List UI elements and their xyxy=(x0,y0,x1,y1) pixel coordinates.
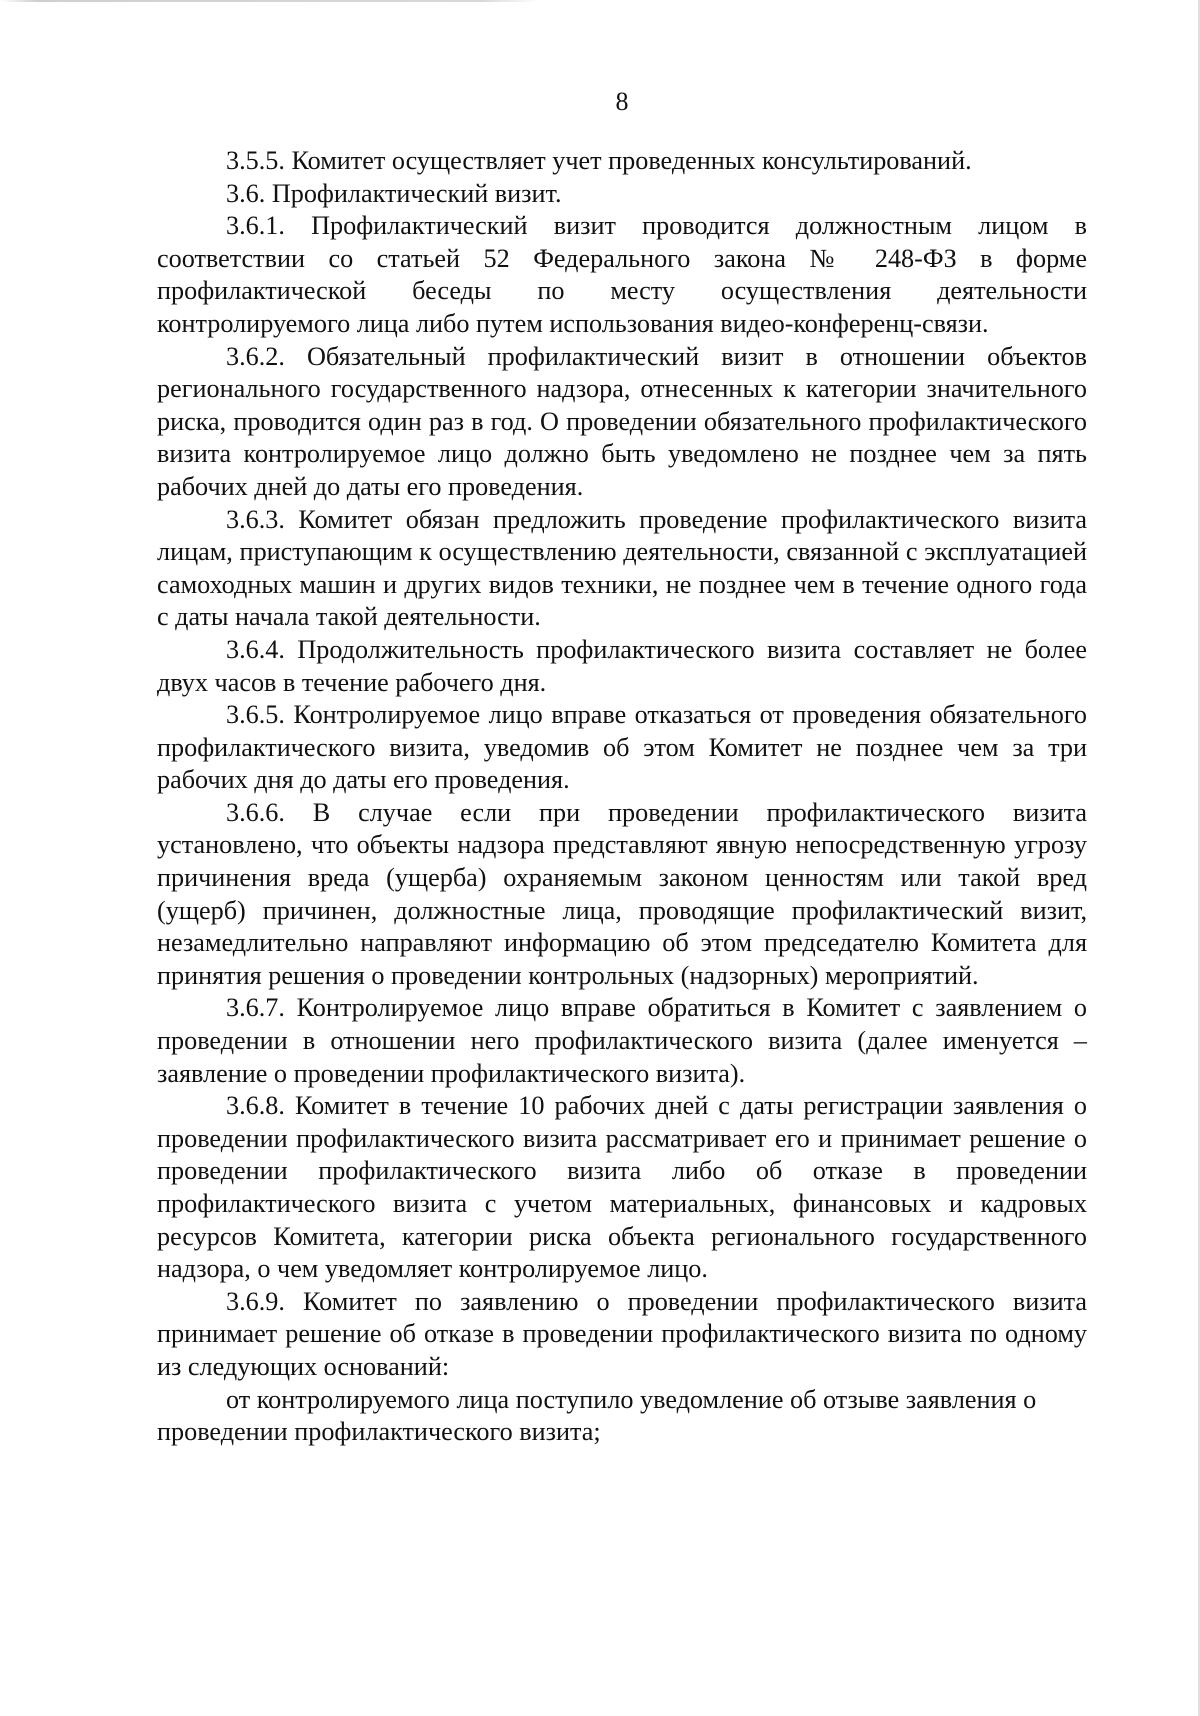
paragraph-3-6-9: 3.6.9. Комитет по заявлению о проведении профилактического визита принимает решение об отказе в проведении профилактического визита по одному из следующих оснований: xyxy=(157,1286,1087,1381)
list-item-withdrawal: от контролируемого лица поступило уведомление об отзыве заявления о проведении профилактического визита; xyxy=(157,1384,1037,1447)
paragraph-3-6-8: 3.6.8. Комитет в течение 10 рабочих дней с даты регистрации заявления о проведении профилактического визита рассматривает его и принимает решение о проведении профилактического визита либо об отказе в проведении профилактического визита с учетом материальных, финансовых и кадровых ресурсов Комитета, категории риска объекта регионального государственного надзора, о чем уведомляет контролируемое лицо. xyxy=(157,1091,1087,1284)
page-number: 8 xyxy=(615,87,629,116)
paragraph-3-6-6: 3.6.6. В случае если при проведении профилактического визита установлено, что объекты надзора представляют явную непосредственную угрозу причинения вреда (ущерба) охраняемым законом ценностям или такой вред (ущерб) причинен, должностные лица, проводящие профилактический визит, незамедлительно направляют информацию об этом председателю Комитета для принятия решения о проведении контрольных (надзорных) мероприятий. xyxy=(157,797,1087,990)
paragraph-3-6-2: 3.6.2. Обязательный профилактический визит в отношении объектов регионального государственного надзора, отнесенных к категории значительного риска, проводится один раз в год. О проведении обязательного профилактического визита контролируемое лицо должно быть уведомлено не позднее чем за пять рабочих дней до даты его проведения. xyxy=(157,341,1087,501)
paragraph-3-5-5: 3.5.5. Комитет осуществляет учет проведенных консультирований. xyxy=(226,146,972,175)
paragraph-3-6-1: 3.6.1. Профилактический визит проводится должностным лицом в соответствии со статьей 52 Федерального закона № 248-ФЗ в форме профилактической беседы по месту осуществления деятельности контролируемого лица либо путем использования видео-конференц-связи. xyxy=(157,211,1087,338)
scan-edge-top xyxy=(0,0,1200,2)
paragraph-3-6-5: 3.6.5. Контролируемое лицо вправе отказаться от проведения обязательного профилактического визита, уведомив об этом Комитет не позднее чем за три рабочих дня до даты его проведения. xyxy=(157,700,1087,795)
paragraph-3-6-4: 3.6.4. Продолжительность профилактического визита составляет не более двух часов в течение рабочего дня. xyxy=(157,634,1087,697)
paragraph-3-6-7: 3.6.7. Контролируемое лицо вправе обратиться в Комитет с заявлением о проведении в отношении него профилактического визита (далее именуется – заявление о проведении профилактического визита). xyxy=(157,993,1087,1088)
paragraph-3-6-3: 3.6.3. Комитет обязан предложить проведение профилактического визита лицам, приступающим к осуществлению деятельности, связанной с эксплуатацией самоходных машин и других видов техники, не позднее чем в течение одного года с даты начала такой деятельности. xyxy=(157,504,1087,632)
document-body xyxy=(157,145,1087,1449)
section-heading-3-6: 3.6. Профилактический визит. xyxy=(226,178,562,208)
